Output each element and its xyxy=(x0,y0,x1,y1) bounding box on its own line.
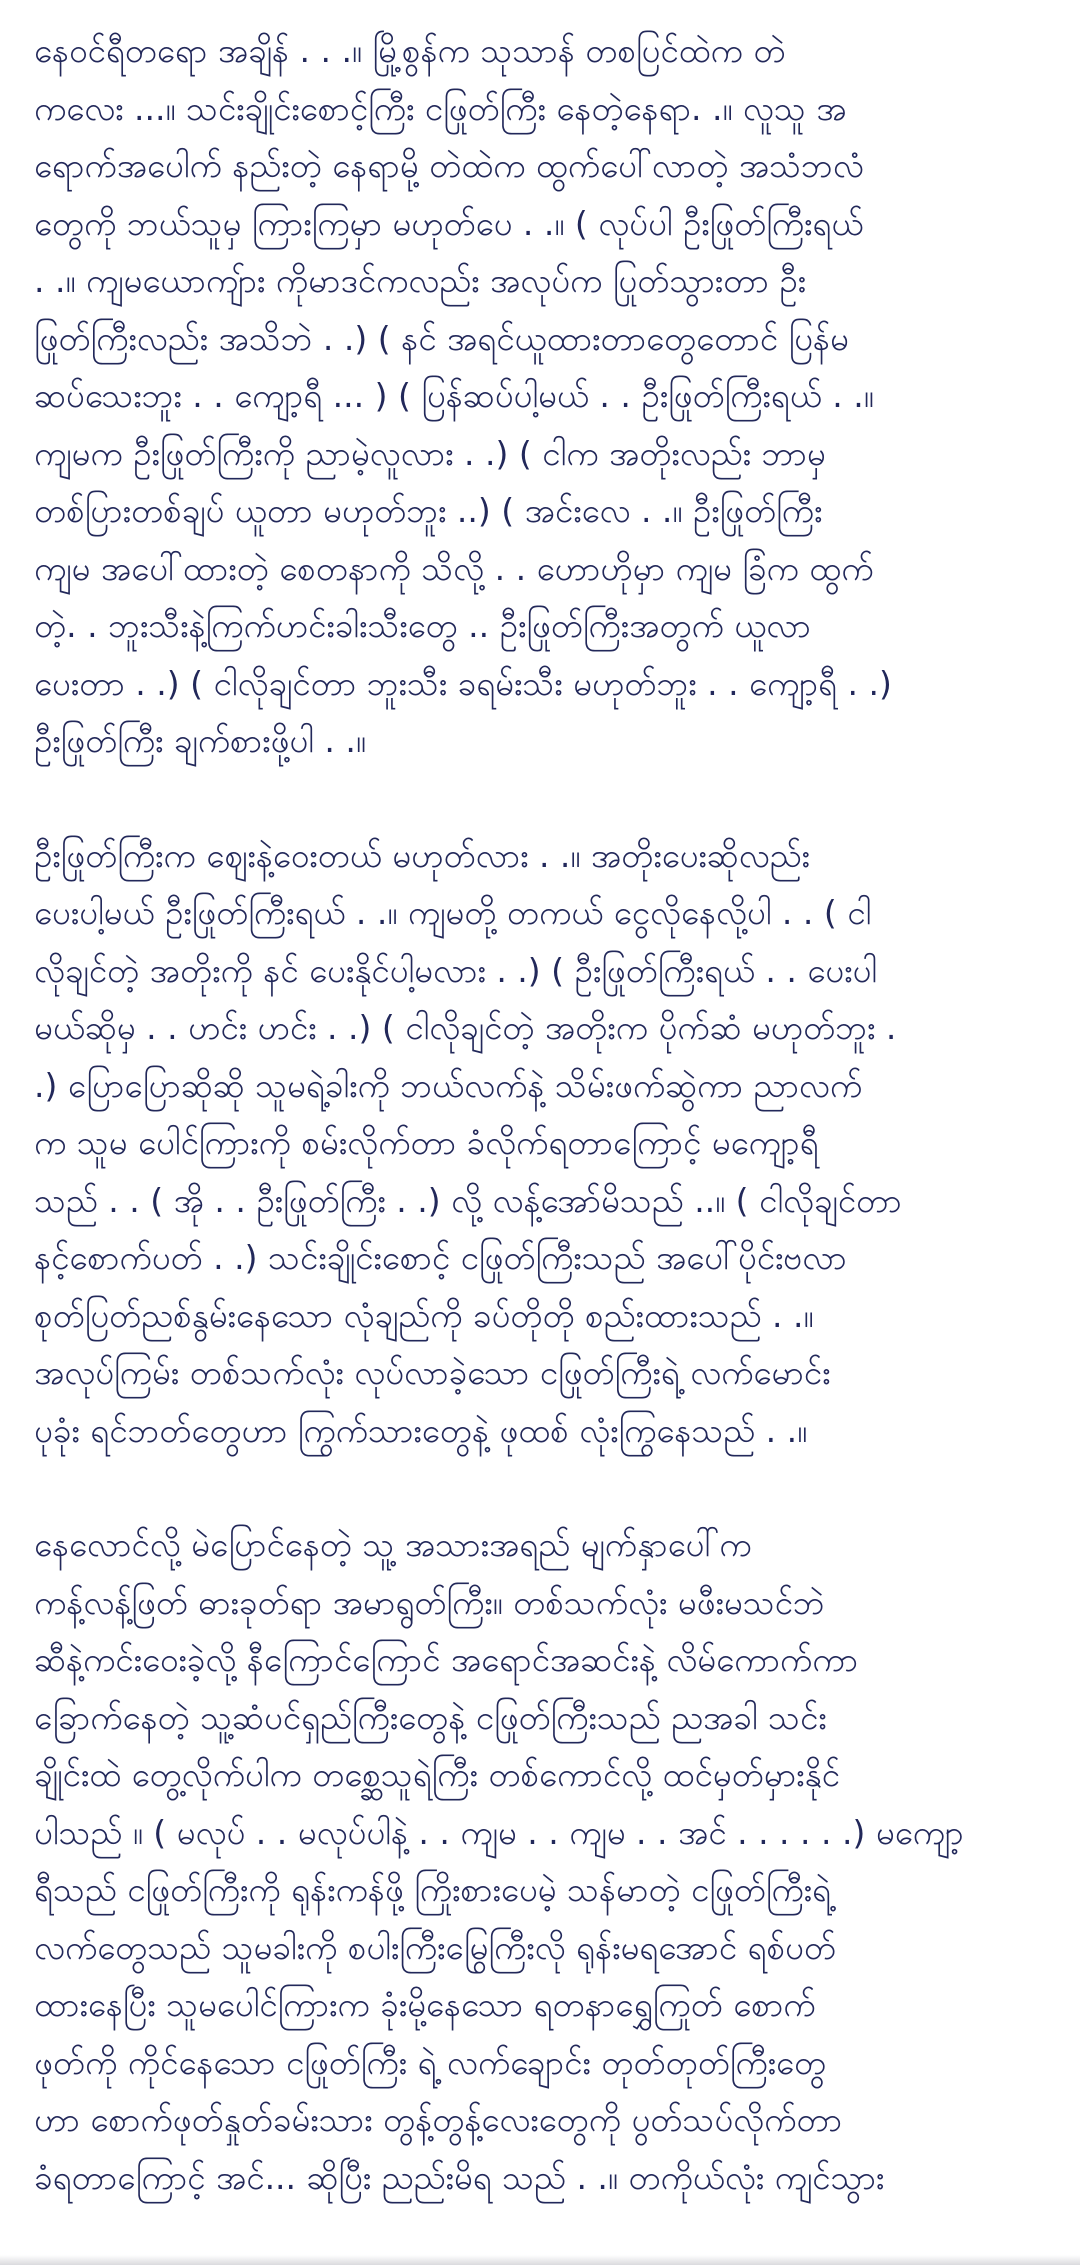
text-line: တစ်ပြားတစ်ချပ် ယူတာ မဟုတ်ဘူး ..) ( အင်းလေ . .။ ဦးဖြုတ်ကြီး xyxy=(34,491,823,530)
text-line: တွေကို ဘယ်သူမှ ကြားကြမှာ မဟုတ်ပေ . .။ ( လုပ်ပါ ဦးဖြုတ်ကြီးရယ် xyxy=(34,203,864,243)
text-line: .) ပြောပြောဆိုဆို သူမရဲ့ခါးကို ဘယ်လက်နဲ့ သိမ်းဖက်ဆွဲကာ ညာလက် xyxy=(34,1065,863,1105)
text-line: ဆီနဲ့ကင်းဝေးခဲ့လို့ နီကြောင်ကြောင် အရောင်အဆင်းနဲ့ လိမ်ကောက်ကာ xyxy=(34,1640,859,1679)
text-line: ဖြုတ်ကြီးလည်း အသိဘဲ . .) ( နင် အရင်ယူထားတာတွေတောင် ပြန်မ xyxy=(34,318,849,358)
text-line: မယ်ဆိုမှ . . ဟင်း ဟင်း . .) ( ငါလိုချင်တဲ့ အတိုးက ပိုက်ဆံ မဟုတ်ဘူး . xyxy=(34,1008,897,1047)
text-line: ချိုင်းထဲ တွေ့လိုက်ပါက တစ္ဆေသူရဲကြီး တစ်ကောင်လို့ ထင်မှတ်မှားနိုင် xyxy=(34,1755,840,1794)
text-line: က သူမ ပေါင်ကြားကို စမ်းလိုက်တာ ခံလိုက်ရတာကြောင့် မကျော့ရီ xyxy=(34,1123,819,1162)
paragraph-3 xyxy=(34,1516,1050,2206)
text-line: ပေးတာ . .) ( ငါလိုချင်တာ ဘူးသီး ခရမ်းသီး မဟုတ်ဘူး . . ကျော့ရီ . .) xyxy=(34,663,892,703)
text-line: . .။ ကျမယောကျ်ား ကိုမာဒင်ကလည်း အလုပ်က ပြုတ်သွားတာ ဦး xyxy=(34,261,807,300)
text-line: ဟာ စောက်ဖုတ်နှုတ်ခမ်းသား တွန့်တွန့်လေးတွေကို ပွတ်သပ်လိုက်တာ xyxy=(34,2100,843,2139)
text-line: ဦးဖြုတ်ကြီးက ဈေးနဲ့ဝေးတယ် မဟုတ်လား . .။ အတိုးပေးဆိုလည်း xyxy=(34,835,810,875)
text-line: ပါသည် ။ ( မလုပ် . . မလုပ်ပါနဲ့ . . ကျမ . . ကျမ . . အင် . . . . . .) မကျော့ xyxy=(34,1812,964,1852)
text-line: ဆပ်သေးဘူး . . ကျော့ရီ ... ) ( ပြန်ဆပ်ပါ့မယ် . . ဦးဖြုတ်ကြီးရယ် . .။ xyxy=(34,376,874,415)
text-line: နင့်စောက်ပတ် . .) သင်းချိုင်းစောင့် ငဖြုတ်ကြီးသည် အပေါ်ပိုင်းဗလာ xyxy=(34,1238,847,1277)
text-line: ရီသည် ငဖြုတ်ကြီးကို ရုန်းကန်ဖို့ ကြိုးစားပေမဲ့ သန်မာတဲ့ ငဖြုတ်ကြီးရဲ့ xyxy=(34,1870,832,1909)
text-line: ကျမ အပေါ်ထားတဲ့ စေတနာကို သိလို့ . . ဟောဟိုမှာ ကျမ ခြံက ထွက် xyxy=(34,548,874,588)
paragraph-2 xyxy=(34,827,1050,1460)
text-line: တဲ့. . ဘူးသီးနဲ့ကြက်ဟင်းခါးသီးတွေ .. ဦးဖြုတ်ကြီးအတွက် ယူလာ xyxy=(34,606,811,645)
page-bottom-edge xyxy=(0,2255,1080,2265)
text-line: ထားနေပြီး သူမပေါင်ကြားက ခုံးမို့နေသော ရတနာရွှေကြုတ် စောက် xyxy=(34,1985,816,2024)
text-line: ပုခုံး ရင်ဘတ်တွေဟာ ကြွက်သားတွေနဲ့ ဖုထစ် လုံးကြွနေသည် . .။ xyxy=(34,1410,808,1450)
text-line: ရောက်အပေါက် နည်းတဲ့ နေရာမို့ တဲထဲက ထွက်ပေါ်လာတဲ့ အသံဘလံ xyxy=(34,146,864,185)
text-line: နေဝင်ရီတရော အချိန် . . .။ မြို့စွန်က သုသာန် တစပြင်ထဲက တဲ xyxy=(34,31,786,70)
text-line: သည် . . ( အို . . ဦးဖြုတ်ကြီး . .) လို့ လန့်အော်မိသည် ..။ ( ငါလိုချင်တာ xyxy=(34,1180,902,1220)
text-line: ခံရတာကြောင့် အင်... ဆိုပြီး ညည်းမိရ သည် . .။ တကိုယ်လုံး ကျင်သွား xyxy=(34,2157,885,2197)
text-line: လိုချင်တဲ့ အတိုးကို နင် ပေးနိုင်ပါ့မလား . .) ( ဦးဖြုတ်ကြီးရယ် . . ပေးပါ xyxy=(34,950,878,990)
text-line: ကလေး ...။ သင်းချိုင်းစောင့်ကြီး ငဖြုတ်ကြီး နေတဲ့နေရာ. .။ လူသူ အ xyxy=(34,88,847,128)
text-line: စုတ်ပြတ်ညစ်နွမ်းနေသော လုံချည်ကို ခပ်တိုတို စည်းထားသည် . .။ xyxy=(34,1295,814,1335)
text-line: နေလောင်လို့ မဲပြောင်နေတဲ့ သူ့ အသားအရည် မျက်နှာပေါ်က xyxy=(34,1525,752,1564)
text-line: ပေးပါ့မယ် ဦးဖြုတ်ကြီးရယ် . .။ ကျမတို့ တကယ် ငွေလိုနေလို့ပါ . . ( ငါ xyxy=(34,893,872,932)
text-line: ကျမက ဦးဖြုတ်ကြီးကို ညာမဲ့လူလား . .) ( ငါက အတိုးလည်း ဘာမှ xyxy=(34,433,826,473)
text-line: အလုပ်ကြမ်း တစ်သက်လုံး လုပ်လာခဲ့သော ငဖြုတ်ကြီးရဲ့ လက်မောင်း xyxy=(34,1353,831,1392)
text-line: ကန့်လန့်ဖြတ် ဓားခုတ်ရာ အမာရွတ်ကြီး။ တစ်သက်လုံး မဖီးမသင်ဘဲ xyxy=(34,1582,825,1622)
paragraph-1 xyxy=(34,22,1050,770)
text-line: ခြောက်နေတဲ့ သူ့ဆံပင်ရှည်ကြီးတွေနဲ့ ငဖြုတ်ကြီးသည် ညအခါ သင်း xyxy=(34,1697,827,1737)
text-line: ဦးဖြုတ်ကြီး ချက်စားဖို့ပါ . .။ xyxy=(34,721,366,760)
text-line: လက်တွေသည် သူမခါးကို စပါးကြီးမြွေကြီးလို ရုန်းမရအောင် ရစ်ပတ် xyxy=(34,1927,836,1967)
text-line: ဖုတ်ကို ကိုင်နေသော ငဖြုတ်ကြီး ရဲ့ လက်ချောင်း တုတ်တုတ်ကြီးတွေ xyxy=(34,2042,827,2082)
